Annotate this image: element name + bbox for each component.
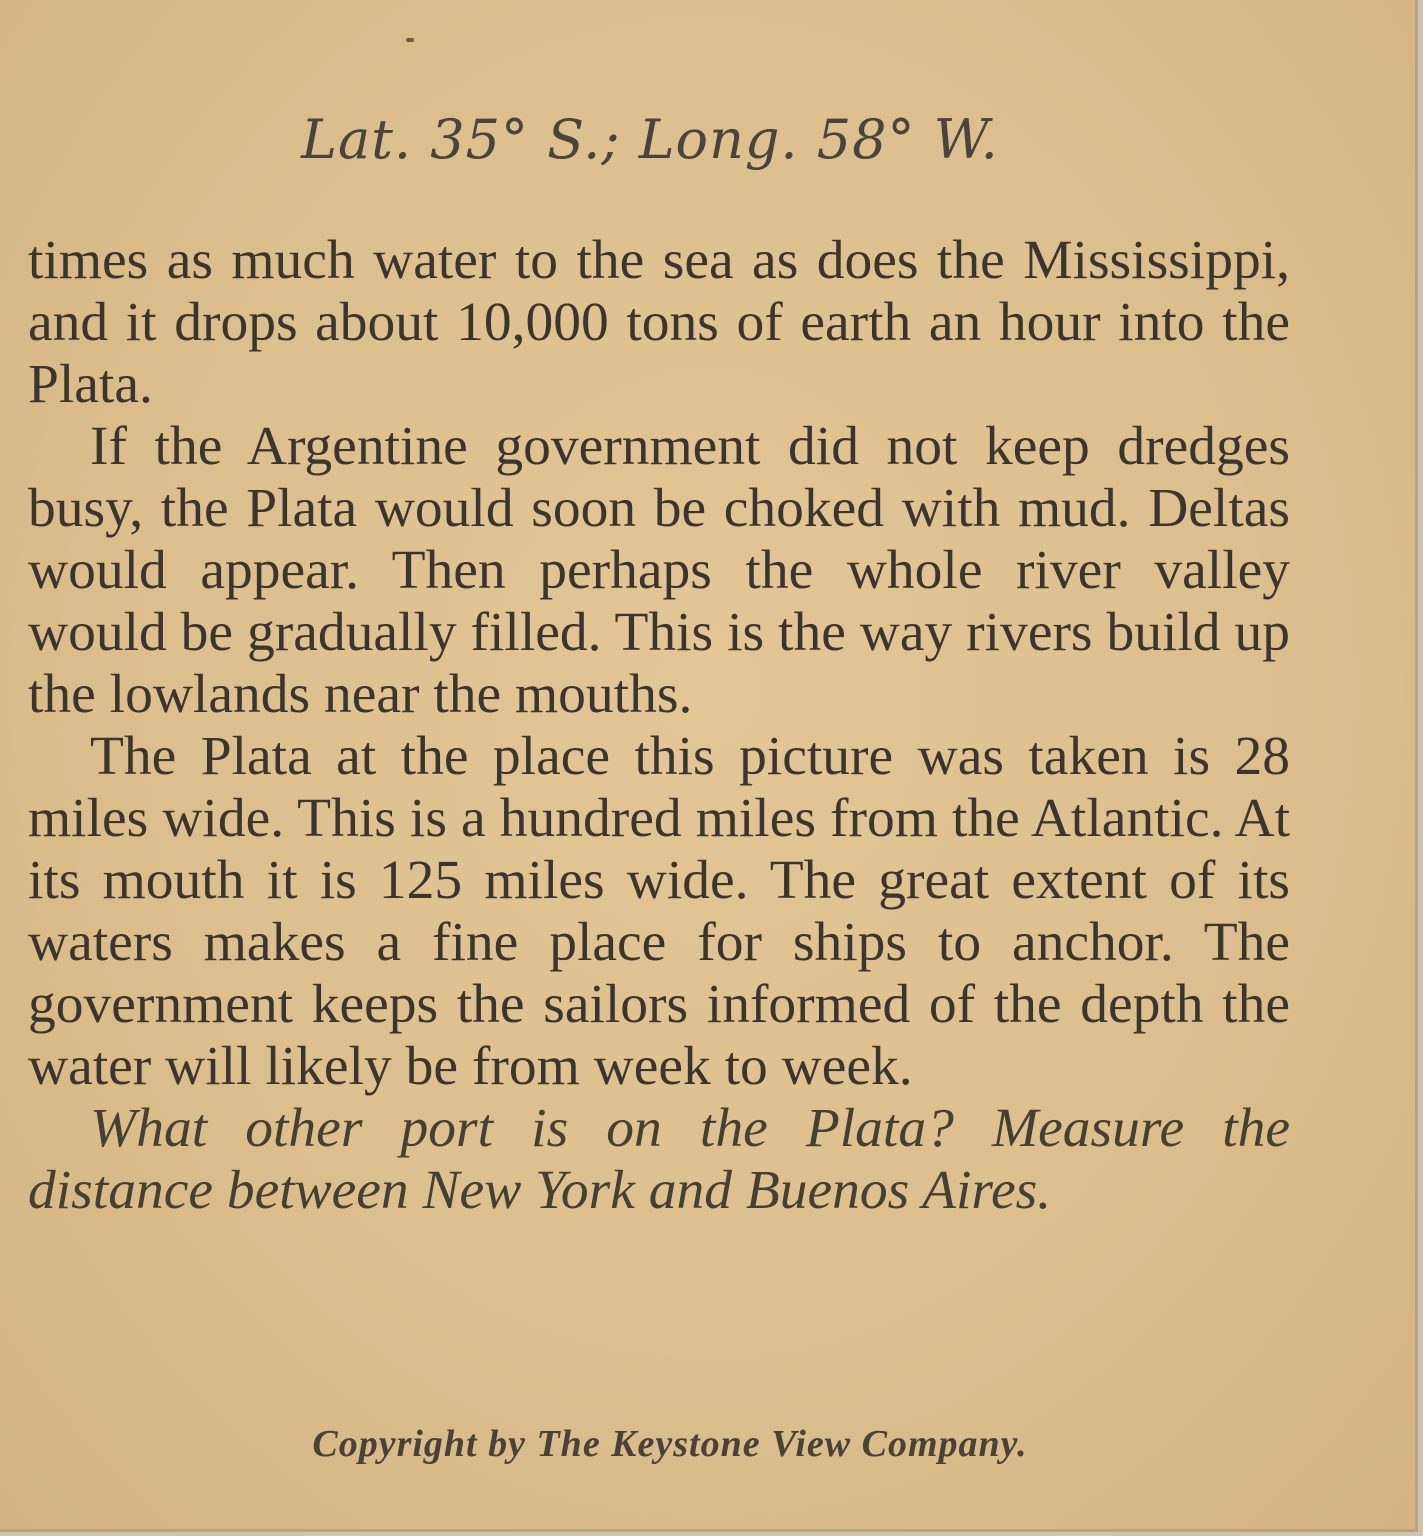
paragraph-2: If the Argentine government did not keep dredges busy, the Plata would soon be choked with mud. Deltas would appear. Then perhaps the whole river valley would be gradually filled. This is the way rivers build up the lowlands near the mouths. bbox=[28, 416, 1290, 725]
card-text bbox=[28, 230, 1290, 1222]
paragraph-1: times as much water to the sea as does the Mississippi, and it drops about 10,000 tons of earth an hour into the Plata. bbox=[28, 230, 1290, 415]
ink-speck bbox=[406, 38, 414, 42]
study-question: What other port is on the Plata? Measure the distance between New York and Buenos Aires. bbox=[28, 1098, 1290, 1221]
copyright-line: Copyright by The Keystone View Company. bbox=[312, 1423, 1028, 1465]
paragraph-3: The Plata at the place this picture was taken is 28 miles wide. This is a hundred miles from the Atlantic. At its mouth it is 125 miles wide. The great extent of its waters makes a fine place for ships to anchor. The government keeps the sailors informed of the depth the water will likely be from week to week. bbox=[28, 726, 1290, 1097]
coordinates-heading: Lat. 35° S.; Long. 58° W. bbox=[301, 108, 999, 171]
